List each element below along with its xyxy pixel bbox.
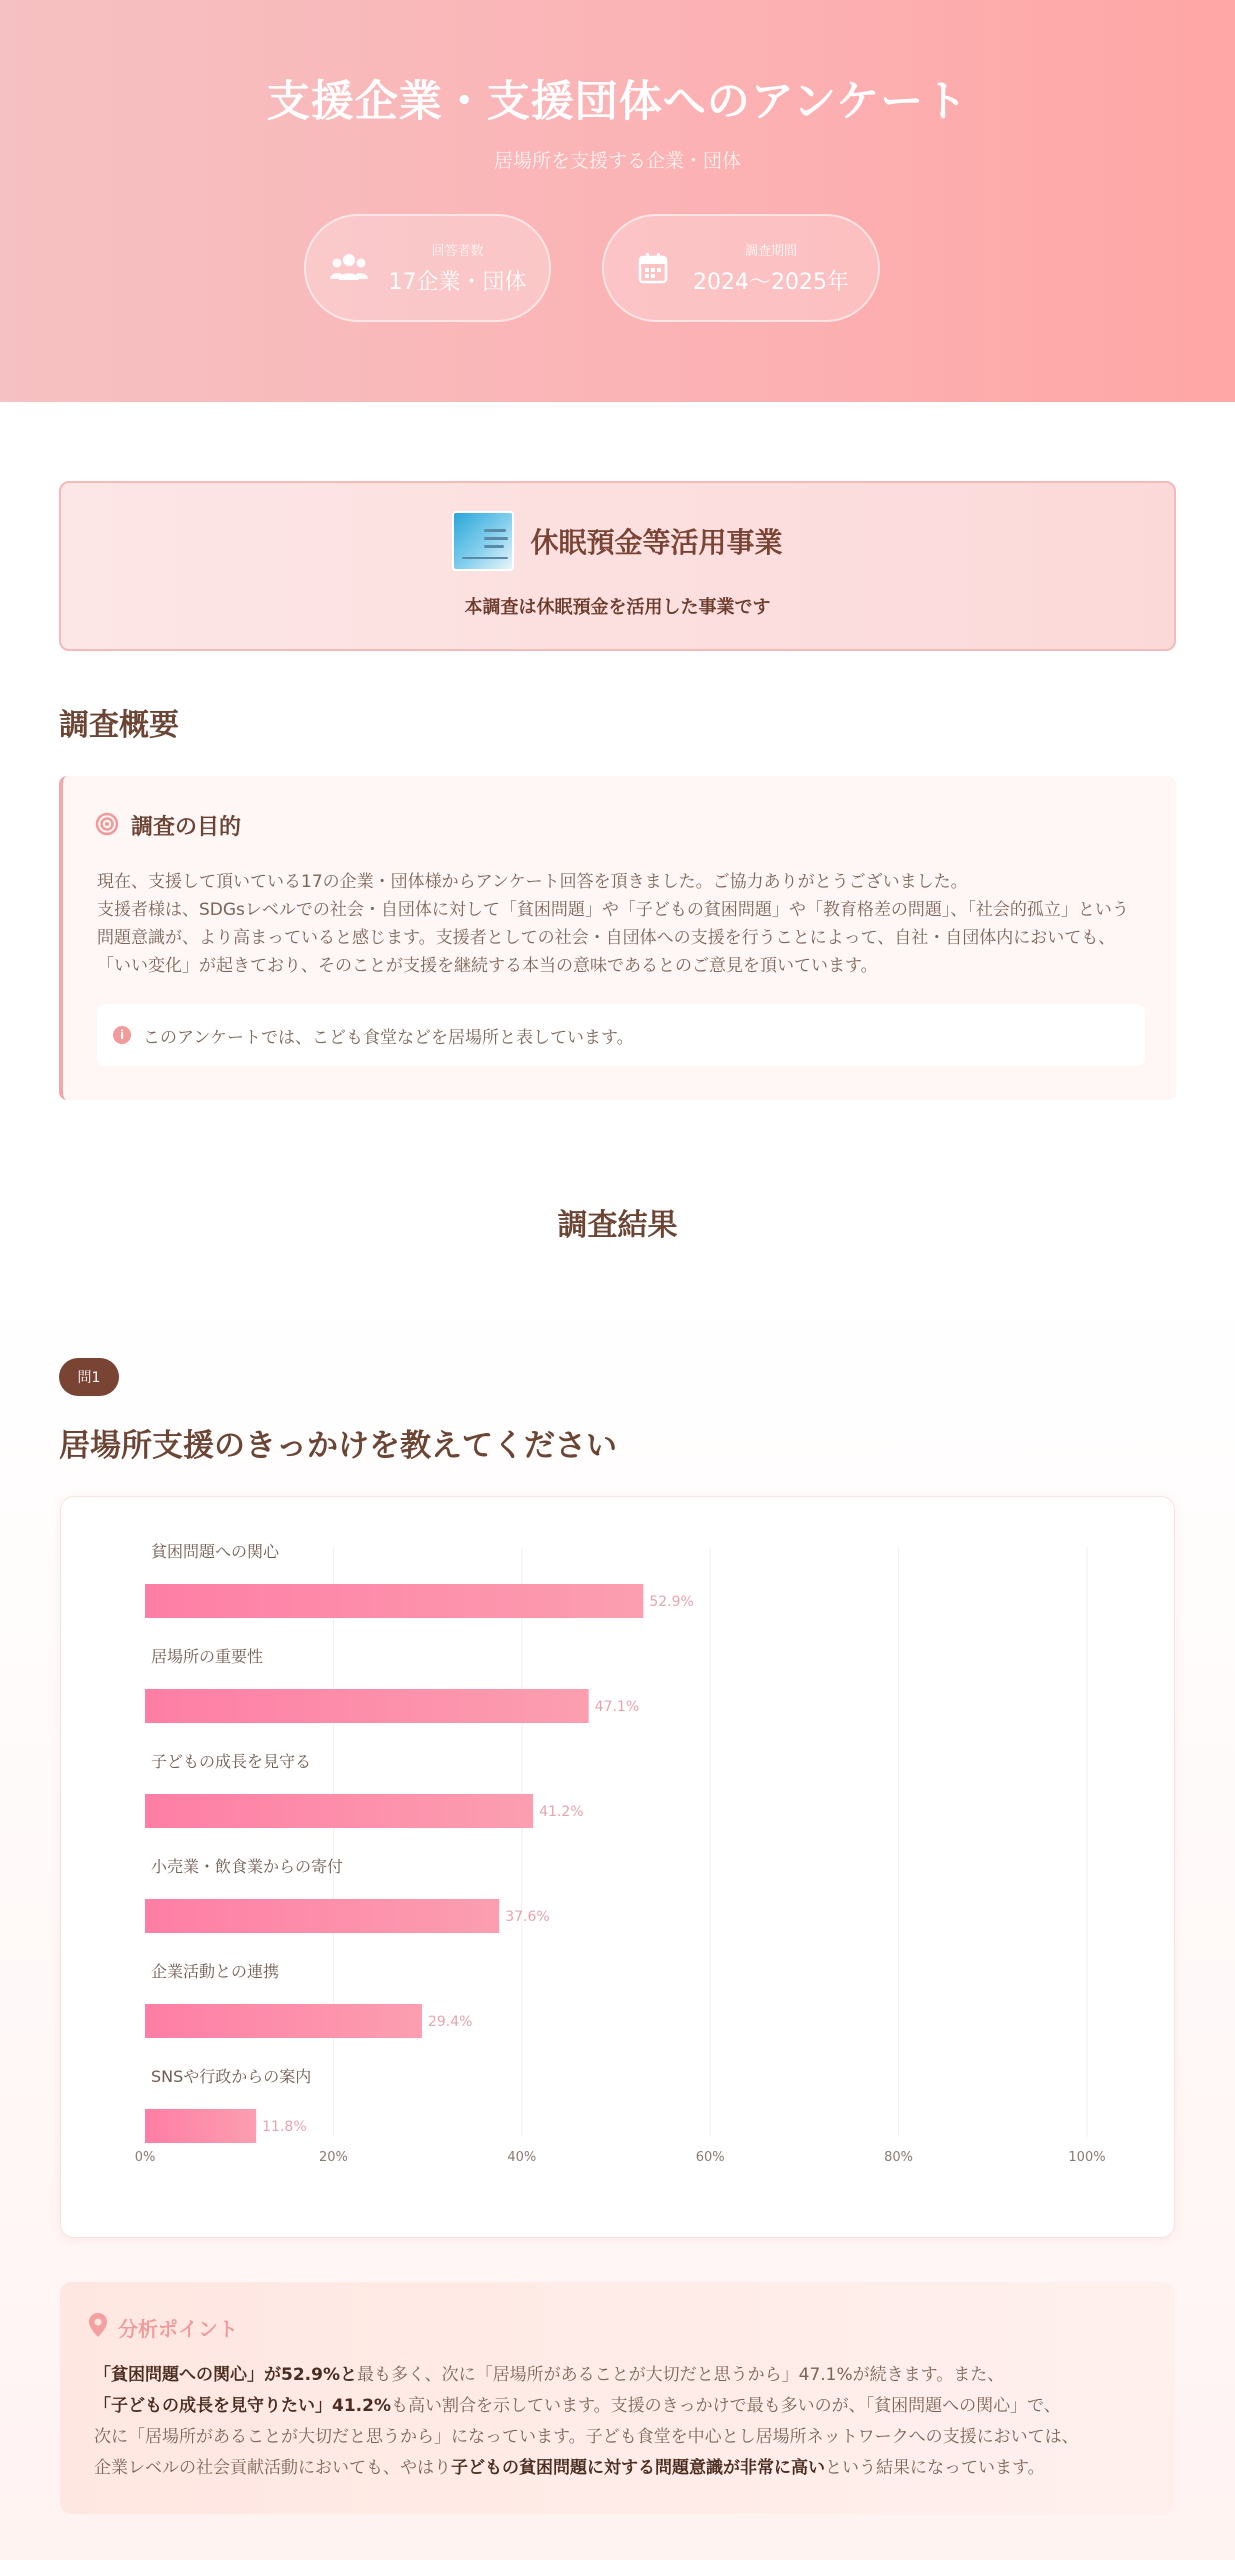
purpose-line: 支援者様は、SDGsレベルでの社会・自団体に対して「貧困問題」や「子どもの貧困問題」や「教育格差の問題」、「社会的孤立」という [97, 900, 1129, 920]
results-heading: 調査結果 [557, 1208, 678, 1243]
x-tick-label: 20% [318, 2150, 348, 2165]
analysis-run: 最も多く、次に「居場所があることが大切だと思うから」47.1%が続きます。また、 [356, 2365, 1005, 2385]
value-label: 41.2% [539, 1804, 584, 1820]
pin-icon [88, 2312, 108, 2342]
target-icon [95, 812, 119, 840]
funding-banner [59, 481, 1176, 651]
bar [145, 1689, 589, 1723]
hero-header [0, 0, 1235, 402]
purpose-line: 「いい変化」が起きており、そのことが支援を継続する本当の意味であるとのご意見を頂いています。 [97, 956, 878, 976]
banner-title: 休眠預金等活用事業 [530, 526, 783, 559]
period-value: 2024～2025年 [693, 270, 849, 295]
program-logo [452, 511, 514, 571]
overview-heading: 調査概要 [59, 708, 179, 743]
analysis-run: も高い割合を示しています。支援のきっかけで最も多いのが、「貧困問題への関心」で、 [390, 2396, 1061, 2416]
x-tick-label: 0% [134, 2150, 156, 2165]
bar [145, 1899, 499, 1933]
analysis-run: という結果になっています。 [825, 2458, 1045, 2478]
x-tick-label: 80% [884, 2150, 914, 2165]
bar [145, 1584, 643, 1618]
analysis-highlight: 「貧困問題への関心」が52.9%と [94, 2365, 357, 2385]
value-label: 47.1% [594, 1699, 640, 1715]
analysis-line [94, 2360, 1154, 2391]
users-icon [329, 250, 369, 286]
value-label: 52.9% [649, 1594, 694, 1610]
purpose-line: 問題意識が、より高まっていると感じます。支援者としての社会・自団体への支援を行うことによって、自社・自団体内においても、 [97, 928, 1116, 948]
analysis-run: 次に「居場所があることが大切だと思うから」になっています。子ども食堂を中心とし居場所ネットワークへの支援においては、 [94, 2427, 1079, 2447]
analysis-line [94, 2453, 1154, 2484]
respondents-value: 17企業・団体 [388, 270, 527, 295]
purpose-text [97, 868, 1157, 980]
analysis-line [94, 2391, 1154, 2422]
info-icon: i [113, 1026, 131, 1044]
analysis-card [60, 2282, 1175, 2514]
value-label: 11.8% [262, 2119, 307, 2135]
question-badge: 問1 [59, 1358, 119, 1396]
x-tick-label: 40% [507, 2150, 537, 2165]
respondents-label: 回答者数 [431, 244, 484, 259]
analysis-text [94, 2360, 1154, 2484]
analysis-highlight: 子どもの貧困問題に対する問題意識が非常に高い [451, 2458, 825, 2478]
period-stat [602, 214, 880, 322]
purpose-card [59, 776, 1176, 1100]
bar [145, 2109, 256, 2143]
page-title: 支援企業・支援団体へのアンケート [266, 77, 969, 127]
banner-subtitle: 本調査は休眠預金を活用した事業です [464, 597, 771, 618]
bar-chart [61, 1497, 1176, 2239]
analysis-highlight: 「子どもの成長を見守りたい」41.2% [94, 2396, 391, 2416]
bar [145, 1794, 533, 1828]
question-title: 居場所支援のきっかけを教えてください [59, 1428, 617, 1464]
info-note [97, 1004, 1145, 1066]
calendar-icon [633, 250, 673, 286]
page-subtitle: 居場所を支援する企業・団体 [493, 150, 741, 172]
x-tick-label: 60% [695, 2150, 725, 2165]
analysis-run: 企業レベルの社会貢献活動においても、やはり [94, 2458, 451, 2478]
period-label: 調査期間 [744, 244, 797, 259]
x-tick-label: 100% [1068, 2150, 1106, 2165]
respondents-stat [304, 214, 551, 322]
bar-chart-card [60, 1496, 1175, 2238]
category-label: 子どもの成長を見守る [151, 1752, 312, 1771]
analysis-title: 分析ポイント [118, 2316, 238, 2341]
category-label: 小売業・飲食業からの寄付 [151, 1857, 344, 1876]
value-label: 29.4% [427, 2014, 473, 2030]
value-label: 37.6% [505, 1909, 550, 1925]
info-note-text: このアンケートでは、こども食堂などを居場所と表しています。 [143, 1027, 634, 1048]
category-label: 居場所の重要性 [151, 1647, 264, 1666]
bar [145, 2004, 422, 2038]
category-label: 企業活動との連携 [151, 1962, 280, 1981]
purpose-line: 現在、支援して頂いている17の企業・団体様からアンケート回答を頂きました。ご協力ありがとうございました。 [97, 872, 968, 892]
purpose-title: 調査の目的 [131, 815, 242, 840]
category-label: 貧困問題への関心 [151, 1542, 280, 1561]
category-label: SNSや行政からの案内 [151, 2067, 312, 2086]
analysis-line [94, 2422, 1154, 2453]
